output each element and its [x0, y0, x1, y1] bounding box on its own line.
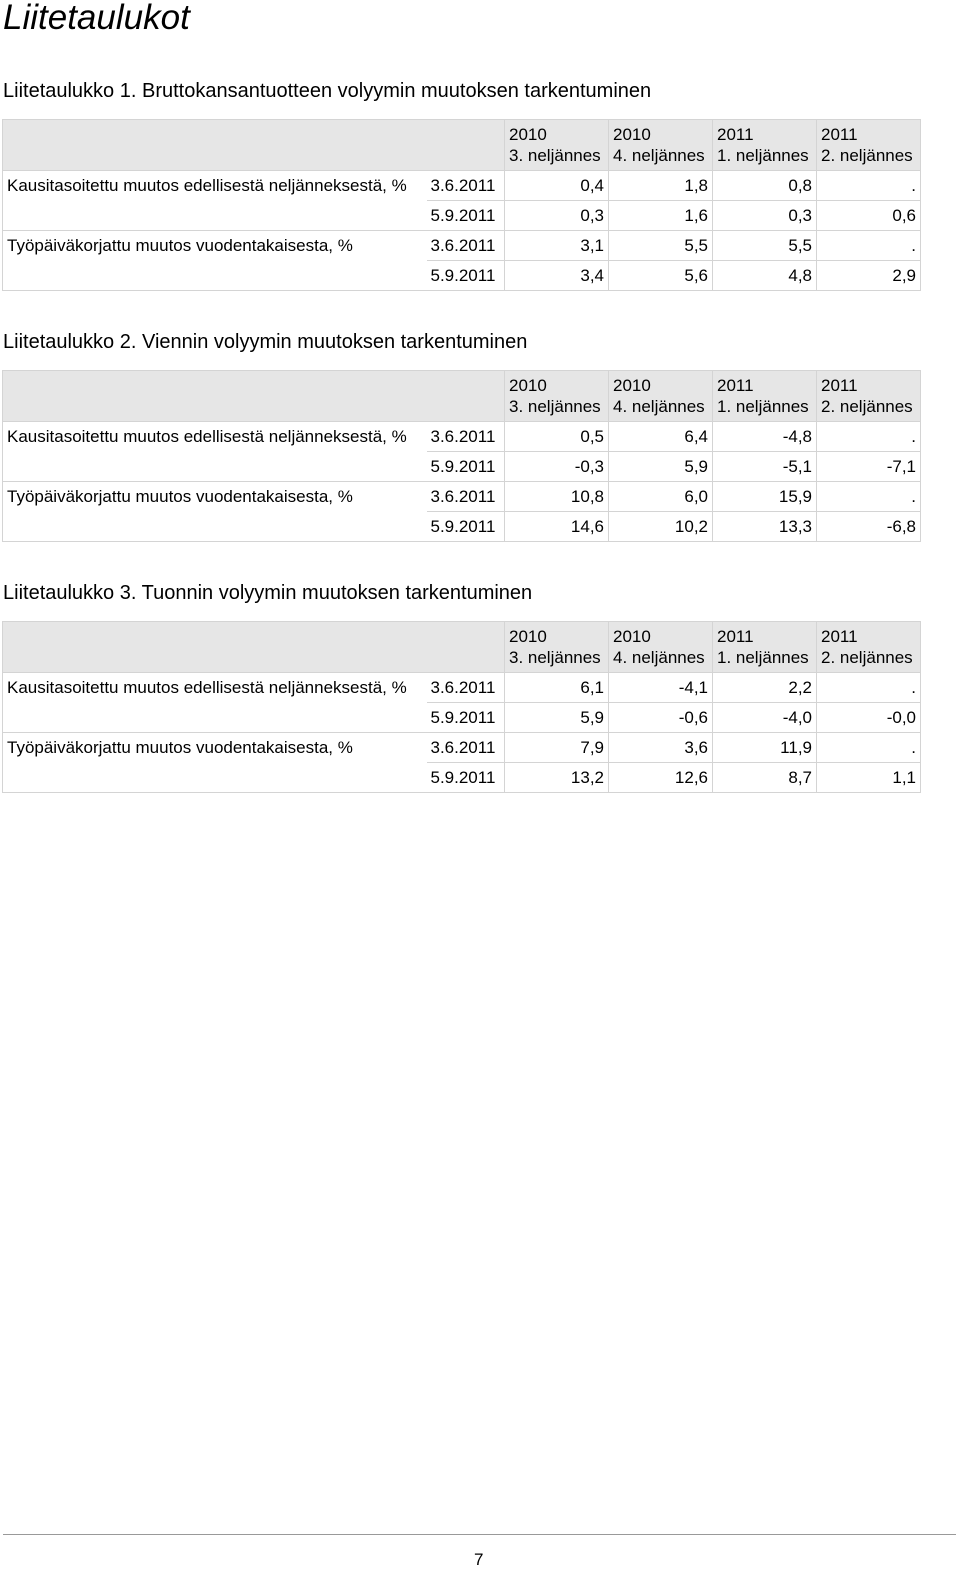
row-date: 5.9.2011 [427, 512, 505, 542]
column-header: 2011 1. neljännes [713, 622, 817, 673]
value-cell: 2,2 [713, 673, 817, 703]
value-cell: 0,6 [817, 201, 921, 231]
row-label [3, 512, 427, 542]
value-cell: . [817, 482, 921, 512]
value-cell: 7,9 [505, 733, 609, 763]
row-date: 5.9.2011 [427, 763, 505, 793]
row-label [3, 703, 427, 733]
value-cell: . [817, 733, 921, 763]
column-header: 2010 4. neljännes [609, 120, 713, 171]
column-header: 2010 3. neljännes [505, 120, 609, 171]
table-row [3, 703, 921, 733]
value-cell: 5,5 [713, 231, 817, 261]
table-3 [2, 621, 921, 793]
page-number: 7 [474, 1550, 484, 1569]
row-date: 5.9.2011 [427, 703, 505, 733]
value-cell: 14,6 [505, 512, 609, 542]
header-blank-cell [3, 622, 505, 673]
row-date: 3.6.2011 [427, 171, 505, 201]
table-1 [2, 119, 921, 291]
value-cell: -4,1 [609, 673, 713, 703]
row-label [3, 261, 427, 291]
row-label: Työpäiväkorjattu muutos vuodentakaisesta, % [3, 482, 427, 512]
value-cell: 0,5 [505, 422, 609, 452]
column-header: 2011 1. neljännes [713, 371, 817, 422]
column-header: 2011 2. neljännes [817, 371, 921, 422]
value-cell: -4,8 [713, 422, 817, 452]
value-cell: 10,8 [505, 482, 609, 512]
table-row [3, 512, 921, 542]
value-cell: 3,1 [505, 231, 609, 261]
table-row [3, 482, 921, 512]
column-header: 2010 3. neljännes [505, 622, 609, 673]
page-title: Liitetaulukot [3, 0, 190, 37]
value-cell: 10,2 [609, 512, 713, 542]
row-label [3, 201, 427, 231]
column-header: 2011 1. neljännes [713, 120, 817, 171]
value-cell: -0,0 [817, 703, 921, 733]
column-header: 2011 2. neljännes [817, 120, 921, 171]
row-date: 3.6.2011 [427, 482, 505, 512]
row-date: 5.9.2011 [427, 201, 505, 231]
table-row [3, 231, 921, 261]
row-date: 3.6.2011 [427, 422, 505, 452]
table-3-title: Liitetaulukko 3. Tuonnin volyymin muutoksen tarkentuminen [3, 582, 533, 604]
value-cell: 5,5 [609, 231, 713, 261]
value-cell: 1,6 [609, 201, 713, 231]
table-row [3, 452, 921, 482]
value-cell: -6,8 [817, 512, 921, 542]
row-label: Työpäiväkorjattu muutos vuodentakaisesta, % [3, 733, 427, 763]
row-date: 3.6.2011 [427, 673, 505, 703]
row-date: 5.9.2011 [427, 452, 505, 482]
table-1-title: Liitetaulukko 1. Bruttokansantuotteen volyymin muutoksen tarkentuminen [3, 80, 652, 102]
table-2 [2, 370, 921, 542]
value-cell: 12,6 [609, 763, 713, 793]
value-cell: . [817, 673, 921, 703]
column-header: 2011 2. neljännes [817, 622, 921, 673]
table-header-row [3, 371, 921, 422]
value-cell: 0,3 [713, 201, 817, 231]
table-row [3, 171, 921, 201]
value-cell: 4,8 [713, 261, 817, 291]
row-label: Kausitasoitettu muutos edellisestä neljänneksestä, % [3, 673, 427, 703]
value-cell: 6,0 [609, 482, 713, 512]
table-row [3, 201, 921, 231]
header-blank-cell [3, 371, 505, 422]
value-cell: -4,0 [713, 703, 817, 733]
value-cell: 1,8 [609, 171, 713, 201]
column-header: 2010 4. neljännes [609, 622, 713, 673]
value-cell: 0,4 [505, 171, 609, 201]
value-cell: 6,4 [609, 422, 713, 452]
footer-divider [3, 1534, 956, 1535]
value-cell: . [817, 422, 921, 452]
value-cell: 0,8 [713, 171, 817, 201]
table-header-row [3, 622, 921, 673]
value-cell: 3,4 [505, 261, 609, 291]
value-cell: 5,6 [609, 261, 713, 291]
row-label: Kausitasoitettu muutos edellisestä neljänneksestä, % [3, 422, 427, 452]
row-label [3, 763, 427, 793]
header-blank-cell [3, 120, 505, 171]
value-cell: -0,6 [609, 703, 713, 733]
table-row [3, 733, 921, 763]
value-cell: 5,9 [609, 452, 713, 482]
value-cell: . [817, 231, 921, 261]
table-row [3, 422, 921, 452]
value-cell: 0,3 [505, 201, 609, 231]
table-row [3, 673, 921, 703]
table-2-title: Liitetaulukko 2. Viennin volyymin muutoksen tarkentuminen [3, 331, 528, 353]
value-cell: . [817, 171, 921, 201]
row-label [3, 452, 427, 482]
value-cell: 11,9 [713, 733, 817, 763]
row-date: 3.6.2011 [427, 733, 505, 763]
table-row [3, 261, 921, 291]
column-header: 2010 4. neljännes [609, 371, 713, 422]
value-cell: 6,1 [505, 673, 609, 703]
table-header-row [3, 120, 921, 171]
column-header: 2010 3. neljännes [505, 371, 609, 422]
value-cell: 3,6 [609, 733, 713, 763]
row-date: 5.9.2011 [427, 261, 505, 291]
value-cell: 2,9 [817, 261, 921, 291]
value-cell: -0,3 [505, 452, 609, 482]
value-cell: 8,7 [713, 763, 817, 793]
value-cell: 13,2 [505, 763, 609, 793]
value-cell: 13,3 [713, 512, 817, 542]
value-cell: 1,1 [817, 763, 921, 793]
value-cell: 15,9 [713, 482, 817, 512]
value-cell: 5,9 [505, 703, 609, 733]
row-label: Kausitasoitettu muutos edellisestä neljänneksestä, % [3, 171, 427, 201]
row-label: Työpäiväkorjattu muutos vuodentakaisesta, % [3, 231, 427, 261]
value-cell: -5,1 [713, 452, 817, 482]
table-row [3, 763, 921, 793]
row-date: 3.6.2011 [427, 231, 505, 261]
value-cell: -7,1 [817, 452, 921, 482]
